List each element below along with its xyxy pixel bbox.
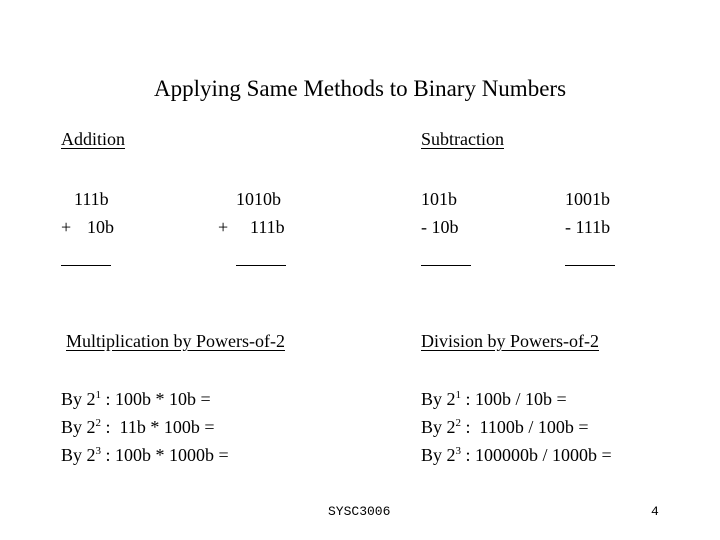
addition-heading: Addition xyxy=(61,129,126,149)
addition-1-operator: + xyxy=(61,217,72,237)
addition-2-result-line xyxy=(236,265,286,266)
division-line-2: By $2^2$ : 1100b / 100b = xyxy=(421,417,589,437)
multiplication-line-1: By $2^1$ : 100b * 10b = xyxy=(61,389,211,409)
exponent: 1 xyxy=(95,389,102,401)
addition-2-top-operand: 1010b xyxy=(236,189,281,209)
exponent: 2 xyxy=(95,417,102,429)
addition-2-operator: + xyxy=(218,217,229,237)
addition-1-bottom-operand: 10b xyxy=(87,217,114,237)
slide-title: Applying Same Methods to Binary Numbers xyxy=(153,76,567,101)
multiplication-line-2: By $2^2$ : 11b * 100b = xyxy=(61,417,215,437)
addition-2-bottom-operand: 111b xyxy=(250,217,285,237)
subtraction-1-operator: - xyxy=(421,217,427,237)
exponent: 3 xyxy=(455,445,462,457)
exponent: 3 xyxy=(95,445,102,457)
footer-page-number: 4 xyxy=(651,504,659,519)
multiplication-heading: Multiplication by Powers-of-2 xyxy=(66,331,285,351)
multiplication-line-3: By $2^3$ : 100b * 1000b = xyxy=(61,445,229,465)
subtraction-1-line xyxy=(421,213,459,241)
division-list xyxy=(421,385,612,469)
multiplication-list xyxy=(61,385,229,469)
subtraction-2-top-operand: 1001b xyxy=(565,189,610,209)
subtraction-2-bottom-operand: 111b xyxy=(575,217,611,237)
subtraction-1-result-line xyxy=(421,265,471,266)
division-heading: Division by Powers-of-2 xyxy=(421,331,599,351)
subtraction-2-operator: - xyxy=(565,217,571,237)
division-line-1: By $2^1$ : 100b / 10b = xyxy=(421,389,567,409)
subtraction-1-top-operand: 101b xyxy=(421,189,457,209)
exponent: 2 xyxy=(455,417,462,429)
footer-course-code: SYSC3006 xyxy=(328,504,391,519)
subtraction-1-bottom-operand: 10b xyxy=(431,217,459,237)
addition-1-result-line xyxy=(61,265,111,266)
subtraction-2-result-line xyxy=(565,265,615,266)
exponent: 1 xyxy=(455,389,462,401)
subtraction-2-line xyxy=(565,213,610,241)
division-line-3: By $2^3$ : 100000b / 1000b = xyxy=(421,445,612,465)
addition-1-top-operand: 111b xyxy=(74,189,109,209)
subtraction-heading: Subtraction xyxy=(421,129,504,149)
